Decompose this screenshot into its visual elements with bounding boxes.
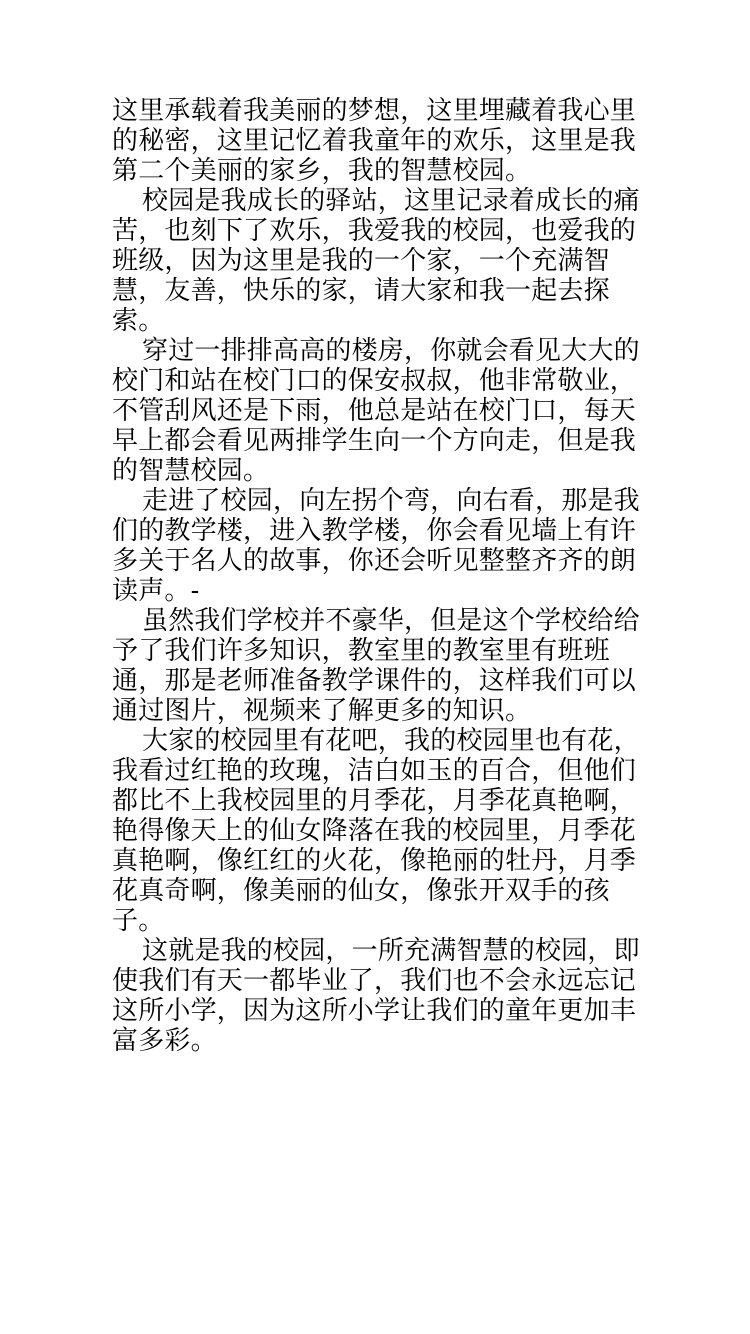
text-line: 艳得像天上的仙女降落在我的校园里，月季花 [112,815,637,845]
text-line: 我看过红艳的玫瑰，洁白如玉的百合，但他们 [112,755,637,785]
paragraph-7 [112,935,642,1055]
text-line: 不管刮风还是下雨，他总是站在校门口，每天 [112,395,637,425]
paragraph-4 [112,485,642,605]
text-line: 苦，也刻下了欢乐，我爱我的校园，也爱我的 [112,215,637,245]
text-line: 使我们有天一都毕业了，我们也不会永远忘记 [112,965,637,995]
paragraph-5 [112,605,642,725]
text-line: 的智慧校园。 [112,455,270,485]
text-line: 班级，因为这里是我的一个家，一个充满智 [112,245,610,275]
text-line: 这就是我的校园，一所充满智慧的校园，即 [142,935,640,965]
text-line: 这里承载着我美丽的梦想，这里埋藏着我心里 [112,95,637,125]
text-line: 都比不上我校园里的月季花，月季花真艳啊， [112,785,637,815]
text-line: 富多彩。 [112,1025,217,1055]
text-line: 穿过一排排高高的楼房，你就会看见大大的 [142,335,640,365]
text-line: 多关于名人的故事，你还会听见整整齐齐的朗 [112,545,637,575]
text-line: 走进了校园，向左拐个弯，向右看，那是我 [142,485,640,515]
text-line: 们的教学楼，进入教学楼，你会看见墙上有许 [112,515,637,545]
text-line: 慧，友善，快乐的家，请大家和我一起去探 [112,275,610,305]
text-line: 索。 [112,305,165,335]
text-line: 校园是我成长的驿站，这里记录着成长的痛 [142,185,640,215]
essay-text [112,95,642,1055]
paragraph-2 [112,185,642,335]
text-line: 子。 [112,905,165,935]
text-line: 大家的校园里有花吧，我的校园里也有花， [142,725,640,755]
text-line: 第二个美丽的家乡，我的智慧校园。 [112,155,532,185]
text-line: 的秘密，这里记忆着我童年的欢乐，这里是我 [112,125,637,155]
paragraph-3 [112,335,642,485]
text-line: 真艳啊，像红红的火花，像艳丽的牡丹，月季 [112,845,637,875]
paragraph-1 [112,95,642,185]
paragraph-6 [112,725,642,935]
text-line: 读声。- [112,575,200,605]
text-line: 校门和站在校门口的保安叔叔，他非常敬业， [112,365,637,395]
text-line: 花真奇啊，像美丽的仙女，像张开双手的孩 [112,875,610,905]
text-line: 这所小学，因为这所小学让我们的童年更加丰 [112,995,637,1025]
text-line: 予了我们许多知识，教室里的教室里有班班 [112,635,610,665]
text-line: 早上都会看见两排学生向一个方向走，但是我 [112,425,637,455]
text-line: 通，那是老师准备教学课件的，这样我们可以 [112,665,637,695]
text-line: 通过图片，视频来了解更多的知识。 [112,695,532,725]
text-line: 虽然我们学校并不豪华，但是这个学校给给 [142,605,640,635]
